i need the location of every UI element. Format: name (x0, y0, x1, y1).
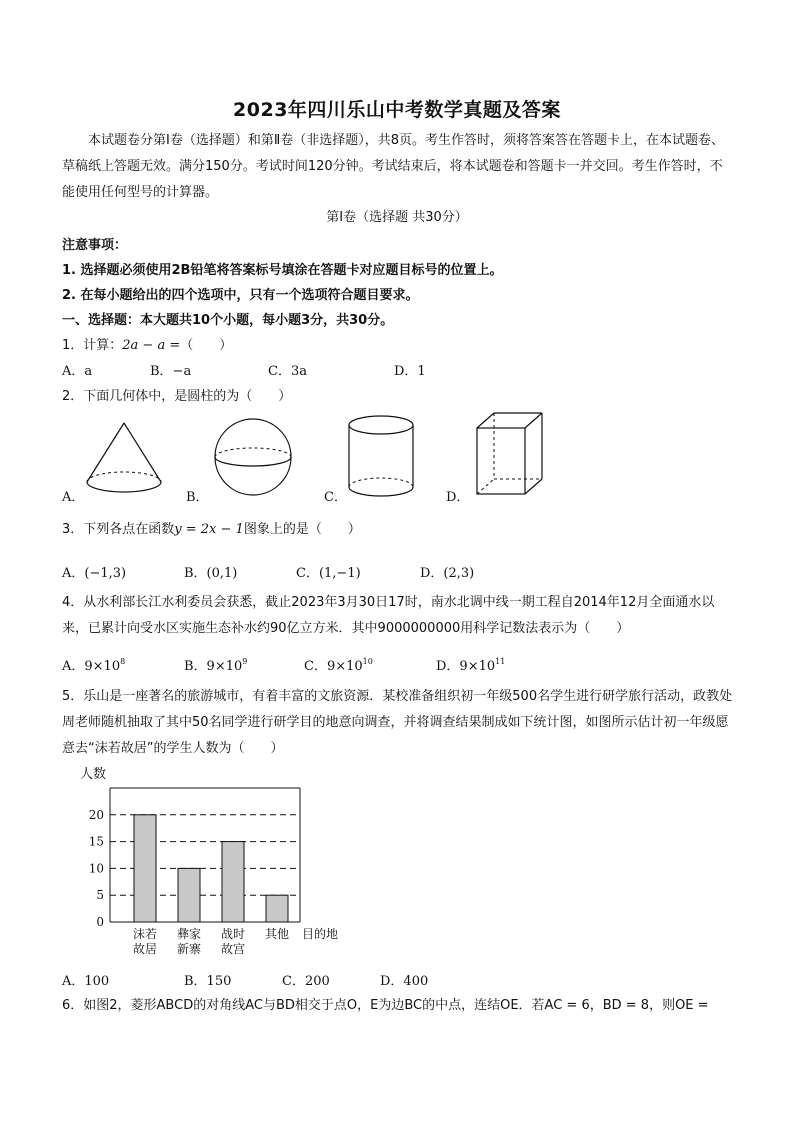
chart-ytick-label: 10 (88, 861, 104, 876)
q3-prefix: 3．下列各点在函数 (62, 522, 175, 537)
q1-suffix: （ ） (180, 338, 233, 353)
q4-option-a-base: A．9×10 (62, 659, 121, 674)
q4-option-c[interactable] (304, 655, 373, 674)
chart-xtick-label: 战时 (220, 927, 246, 941)
q3-option-b[interactable]: B．(0,1) (184, 566, 238, 581)
q5-option-d[interactable]: D．400 (380, 974, 429, 989)
chart-xtick-label: 其他 (264, 927, 290, 941)
chart-xtick-label: 故宫 (220, 942, 246, 956)
notes-heading: 注意事项： (62, 238, 128, 253)
section-title: 第Ⅰ卷（选择题 共30分） (326, 210, 468, 225)
q4-option-b-base: B．9×10 (184, 659, 243, 674)
question-6-stem: 6．如图2，菱形ABCD的对角线AC与BD相交于点O，E为边BC的中点，连结OE．若AC = 6，BD = 8，则OE = (62, 998, 709, 1013)
notes-item-1: 1. 选择题必须使用2B铅笔将答案标号填涂在答题卡对应题目标号的位置上。 (62, 263, 503, 278)
q4-option-c-exp: 10 (362, 657, 373, 666)
q1-option-a[interactable]: A．a (62, 364, 93, 379)
q4-option-d[interactable] (436, 655, 505, 674)
q1-prefix: 1．计算： (62, 338, 123, 353)
q3-option-d[interactable]: D．(2,3) (420, 566, 475, 581)
question-3-stem (62, 518, 361, 537)
q1-option-d[interactable]: D．1 (394, 364, 426, 379)
chart-bar (266, 895, 288, 922)
chart-xtick-label: 彝家 (176, 927, 202, 941)
cuboid-icon (474, 410, 546, 498)
chart-ylabel: 人数 (80, 767, 107, 782)
page-title: 2023年四川乐山中考数学真题及答案 (233, 99, 561, 121)
bar-chart (62, 760, 362, 965)
chart-xtick-label: 沫若 (132, 927, 158, 941)
q4-option-c-base: C．9×10 (304, 659, 363, 674)
q5-option-a[interactable]: A．100 (62, 974, 110, 989)
chart-xtick-label: 新寨 (176, 942, 202, 956)
chart-xtick-label: 故居 (132, 942, 158, 956)
q4-option-d-base: D．9×10 (436, 659, 496, 674)
chart-ytick-label: 5 (96, 888, 104, 903)
chart-xlabel: 目的地 (301, 927, 339, 941)
q5-option-b[interactable]: B．150 (184, 974, 232, 989)
chart-bar (222, 842, 244, 922)
chart-ytick-label: 0 (96, 915, 104, 929)
chart-bar (134, 815, 156, 922)
question-2-stem: 2．下面几何体中，是圆柱的为（ ） (62, 389, 292, 404)
q2-option-d-label[interactable]: D． (446, 490, 470, 505)
q3-expression: y = 2x − 1 (174, 522, 244, 537)
q4-option-a[interactable] (62, 655, 125, 674)
part-heading: 一、选择题：本大题共10个小题，每小题3分，共30分。 (62, 313, 394, 328)
q3-option-a[interactable]: A．(−1,3) (62, 566, 127, 581)
q1-expression: 2a − a = (122, 338, 181, 353)
chart-bar (178, 868, 200, 922)
q3-suffix: 图象上的是（ ） (243, 522, 361, 537)
q3-option-c[interactable]: C．(1,−1) (296, 566, 361, 581)
question-4-stem: 4．从水利部长江水利委员会获悉，截止2023年3月30日17时，南水北调中线一期工程自2014年12月全面通水以来，已累计向受水区实施生态补水约90亿立方米．其中9000000000用科学记数法表示为（ ） (62, 595, 715, 636)
cone-icon (84, 420, 164, 498)
chart-ytick-label: 15 (88, 834, 104, 849)
q1-option-c[interactable]: C．3a (268, 364, 307, 379)
q4-option-b[interactable] (184, 655, 247, 674)
q2-option-c-label[interactable]: C． (324, 490, 347, 505)
q5-option-c[interactable]: C．200 (282, 974, 330, 989)
q4-option-b-exp: 9 (242, 657, 248, 666)
cylinder-icon (346, 413, 416, 501)
q4-option-d-exp: 11 (495, 657, 506, 666)
notes-item-2: 2. 在每小题给出的四个选项中，只有一个选项符合题目要求。 (62, 288, 419, 303)
question-5-stem: 5．乐山是一座著名的旅游城市，有着丰富的文旅资源．某校准备组织初一年级500名学生进行研学旅行活动，政教处周老师随机抽取了其中50名同学进行研学目的地意向调查，并将调查结果制成如下统计图，如图所示估计初一年级愿意去“沫若故居”的学生人数为（ ） (62, 689, 733, 756)
q4-option-a-exp: 8 (120, 657, 126, 666)
intro-paragraph: 本试题卷分第Ⅰ卷（选择题）和第Ⅱ卷（非选择题），共8页。考生作答时，须将答案答在答题卡上，在本试题卷、草稿纸上答题无效。满分150分。考试时间120分钟。考试结束后，将本试题卷和答题卡一并交回。考生作答时，不能使用任何型号的计算器。 (62, 133, 725, 200)
q2-option-a-label[interactable]: A． (62, 490, 85, 505)
chart-ytick-label: 20 (88, 807, 104, 822)
q1-option-b[interactable]: B．−a (150, 364, 192, 379)
sphere-icon (213, 416, 293, 498)
q2-option-b-label[interactable]: B． (186, 490, 209, 505)
question-1-stem (62, 334, 232, 353)
